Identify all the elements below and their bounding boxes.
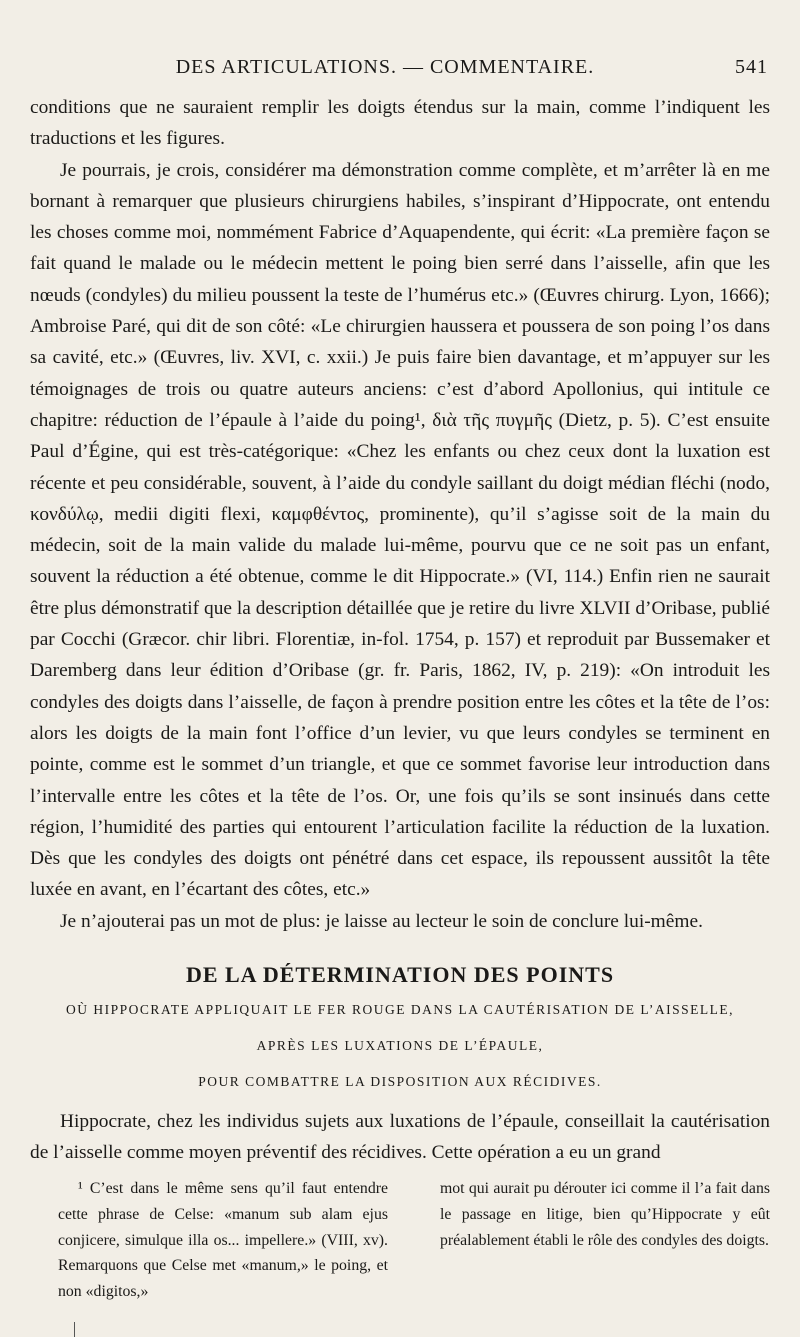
page-number: 541 — [735, 56, 768, 78]
section-subtitle-2: APRÈS LES LUXATIONS DE L’ÉPAULE, — [256, 1038, 544, 1053]
running-title: DES ARTICULATIONS. — COMMENTAIRE. — [175, 56, 595, 78]
footnote-column-left: ¹ C’est dans le même sens qu’il faut entendre cette phrase de Celse: «manum sub alam ejus conjicere, simulque illa os... impellere.» (VIII, xv). Remarquons que Celse met «manum,» le poing, et non «digitos,» — [58, 1180, 388, 1301]
main-text — [30, 92, 770, 937]
running-head — [30, 56, 768, 79]
page-edge-mark — [74, 1322, 75, 1337]
section-text — [30, 1106, 770, 1169]
section-heading — [30, 958, 770, 1100]
footnotes — [58, 1176, 770, 1305]
section-subtitle-1: OÙ HIPPOCRATE APPLIQUAIT LE FER ROUGE DANS LA CAUTÉRISATION DE L’AISSELLE, — [66, 1002, 734, 1017]
paragraph-continued: conditions que ne sauraient remplir les doigts étendus sur la main, comme l’indiquent les traductions et les figures. — [30, 97, 770, 150]
paragraph-conclusion: Je n’ajouterai pas un mot de plus: je laisse au lecteur le soin de conclure lui-même. — [60, 910, 703, 932]
section-subtitle-3: POUR COMBATTRE LA DISPOSITION AUX RÉCIDIVES. — [198, 1074, 602, 1089]
section-paragraph: Hippocrate, chez les individus sujets aux luxations de l’épaule, conseillait la cautérisation de l’aisselle comme moyen préventif des récidives. Cette opération a eu un grand — [30, 1111, 770, 1164]
footnote-column-right: mot qui aurait pu dérouter ici comme il l’a fait dans le passage en litige, bien qu’Hippocrate y eût préalablement établi le rôle des condyles des doigts. — [440, 1180, 770, 1249]
paragraph-demonstration: Je pourrais, je crois, considérer ma démonstration comme complète, et m’arrêter là en me bornant à remarquer que plusieurs chirurgiens habiles, s’inspirant d’Hippocrate, ont entendu les choses comme moi, nommément Fabrice d’Aquapendente, qui écrit: «La première façon se fait quand le malade ou le médecin mettent le poing bien serré dans l’aisselle, afin que les nœuds (condyles) du milieu poussent la teste de l’humérus etc.» (Œuvres chirurg. Lyon, 1666); Ambroise Paré, qui dit de son côté: «Le chirurgien haussera et poussera de son poing l’os dans sa cavité, etc.» (Œuvres, liv. XVI, c. xxii.) Je puis faire bien davantage, et m’appuyer sur les témoignages de trois ou quatre auteurs anciens: c’est d’abord Apollonius, qui intitule ce chapitre: réduction de l’épaule à l’aide du poing¹, διὰ τῆς πυγμῆς (Dietz, p. 5). C’est ensuite Paul d’Égine, qui est très-catégorique: «Chez les enfants ou chez ceux dont la luxation est récente et peu considérable, souvent, à l’aide du condyle saillant du doigt médian fléchi (nodo, κονδύλῳ, medii digiti flexi, καμφθέντος, prominente), qu’il s’agisse soit de la main du médecin, soit de la main valide du malade lui-même, pourvu que ce ne soit pas un enfant, souvent la réduction a été obtenue, comme le dit Hippocrate.» (VI, 114.) Enfin rien ne saurait être plus démonstratif que la description détaillée que je retire du livre XLVII d’Oribase, publié par Cocchi (Græcor. chir libri. Florentiæ, in-fol. 1754, p. 157) et reproduit par Bussemaker et Daremberg dans leur édition d’Oribase (gr. fr. Paris, 1862, IV, p. 219): «On introduit les condyles des doigts dans l’aisselle, de façon à prendre position entre les côtes et la tête de l’os: alors les doigts de la main font l’office d’un levier, vu que leurs condyles se terminent en pointe, comme est le sommet d’un triangle, et que ce sommet favorise leur introduction dans l’intervalle entre les côtes et la tête de l’os. Or, une fois qu’ils se sont insinués dans cette région, l’humidité des parties qui entourent l’articulation facilite la réduction de la luxation. Dès que les condyles des doigts ont pénétré dans cet espace, ils repoussent aussitôt la tête luxée en avant, en l’écartant des côtes, etc.» — [30, 159, 770, 901]
section-title: DE LA DÉTERMINATION DES POINTS — [185, 962, 615, 987]
